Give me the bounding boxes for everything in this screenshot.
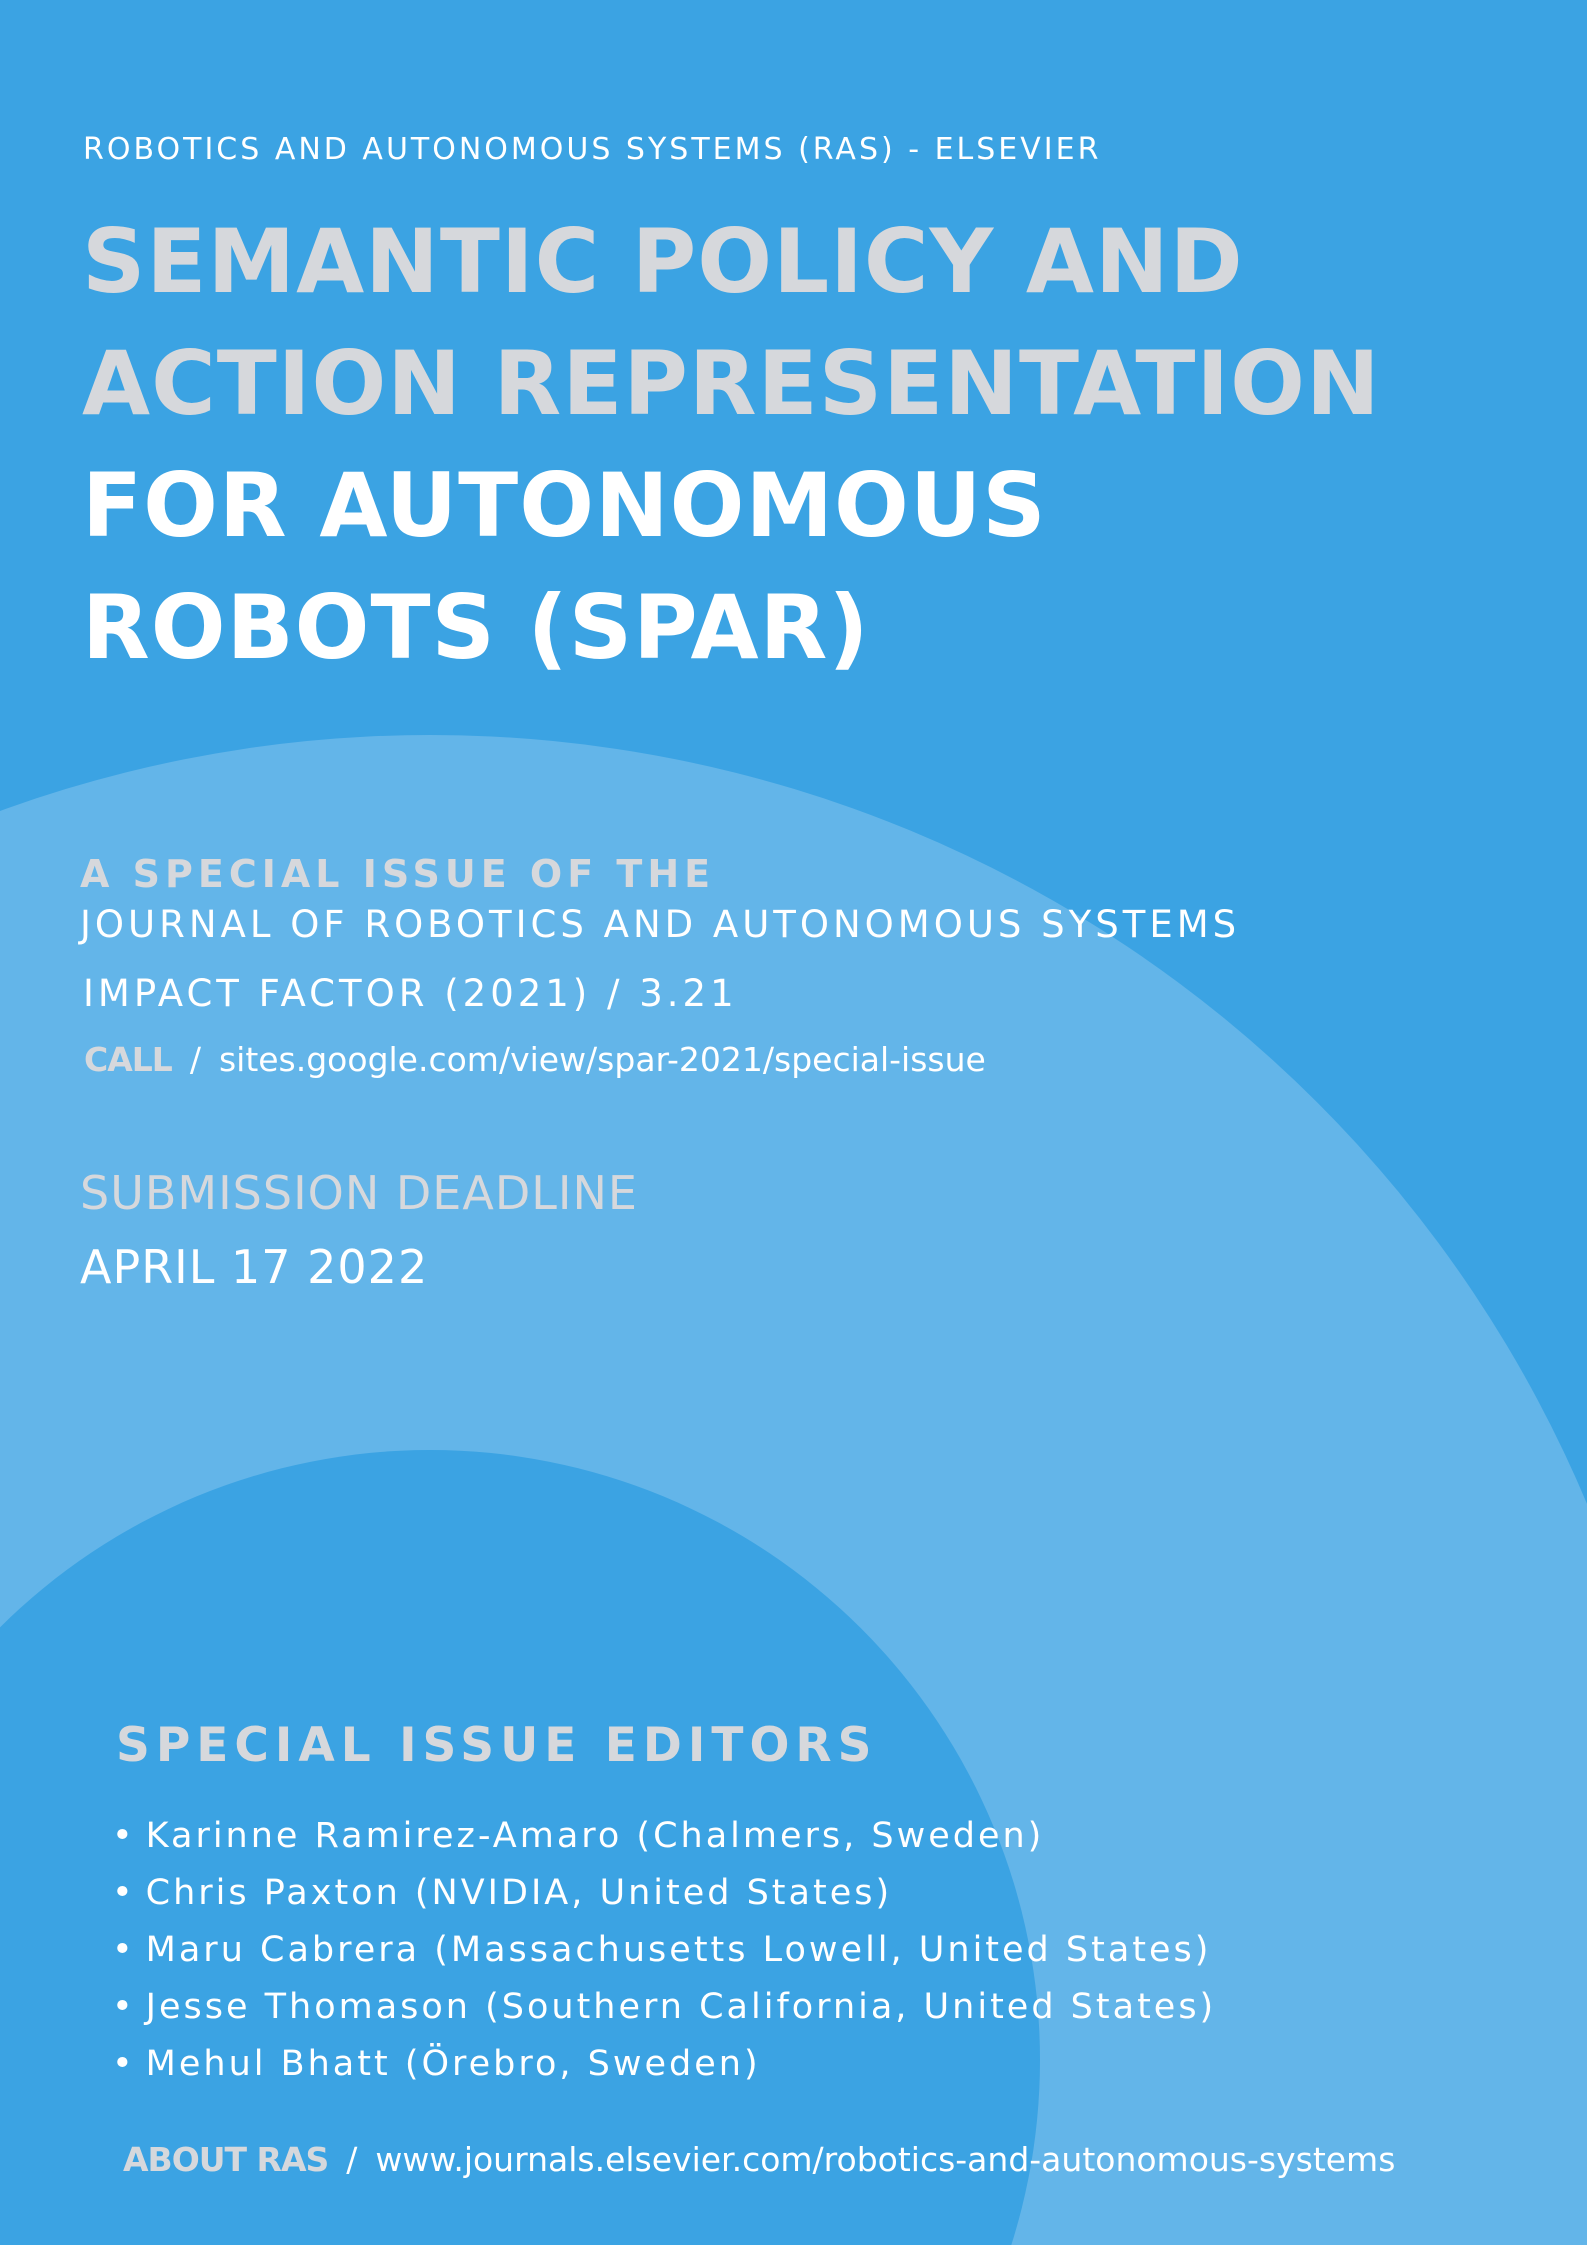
- bullet: •: [112, 1816, 136, 1856]
- bullet: •: [112, 1930, 136, 1970]
- bullet: •: [112, 1987, 136, 2027]
- deadline-date: APRIL 17 2022: [80, 1240, 429, 1294]
- editor-name: Mehul Bhatt (Örebro, Sweden): [145, 2044, 761, 2084]
- about-separator: /: [346, 2140, 358, 2179]
- title-line-1: SEMANTIC POLICY AND: [82, 210, 1244, 313]
- title-line-3: FOR AUTONOMOUS: [82, 454, 1047, 557]
- bullet: •: [112, 1873, 136, 1913]
- about-label: ABOUT RAS: [123, 2140, 329, 2179]
- call-row: [84, 1040, 986, 1079]
- editor-item: [112, 1865, 1216, 1922]
- deadline-label: SUBMISSION DEADLINE: [80, 1166, 638, 1220]
- editor-name: Karinne Ramirez-Amaro (Chalmers, Sweden): [145, 1816, 1045, 1856]
- impact-factor: IMPACT FACTOR (2021) / 3.21: [83, 972, 738, 1015]
- about-row: [123, 2140, 1395, 2179]
- call-url-link[interactable]: sites.google.com/view/spar-2021/special-issue: [218, 1040, 986, 1079]
- editor-item: [112, 1979, 1216, 2036]
- bullet: •: [112, 2044, 136, 2084]
- editor-name: Maru Cabrera (Massachusetts Lowell, United States): [145, 1930, 1212, 1970]
- journal-name: JOURNAL OF ROBOTICS AND AUTONOMOUS SYSTEMS: [80, 903, 1241, 946]
- call-separator: /: [189, 1040, 201, 1079]
- journal-header: ROBOTICS AND AUTONOMOUS SYSTEMS (RAS) - ELSEVIER: [83, 132, 1102, 167]
- about-url-link[interactable]: www.journals.elsevier.com/robotics-and-autonomous-systems: [375, 2140, 1396, 2179]
- editor-name: Chris Paxton (NVIDIA, United States): [145, 1873, 893, 1913]
- editor-item: [112, 2036, 1216, 2093]
- editor-item: [112, 1922, 1216, 1979]
- editors-heading: SPECIAL ISSUE EDITORS: [116, 1718, 878, 1773]
- editor-name: Jesse Thomason (Southern California, United States): [145, 1987, 1217, 2027]
- title-line-2: ACTION REPRESENTATION: [82, 332, 1381, 435]
- special-issue-heading: A SPECIAL ISSUE OF THE: [80, 852, 716, 896]
- call-label: CALL: [84, 1040, 172, 1079]
- title-line-4: ROBOTS (SPAR): [82, 576, 870, 679]
- editors-list: [112, 1808, 1216, 2093]
- editor-item: [112, 1808, 1216, 1865]
